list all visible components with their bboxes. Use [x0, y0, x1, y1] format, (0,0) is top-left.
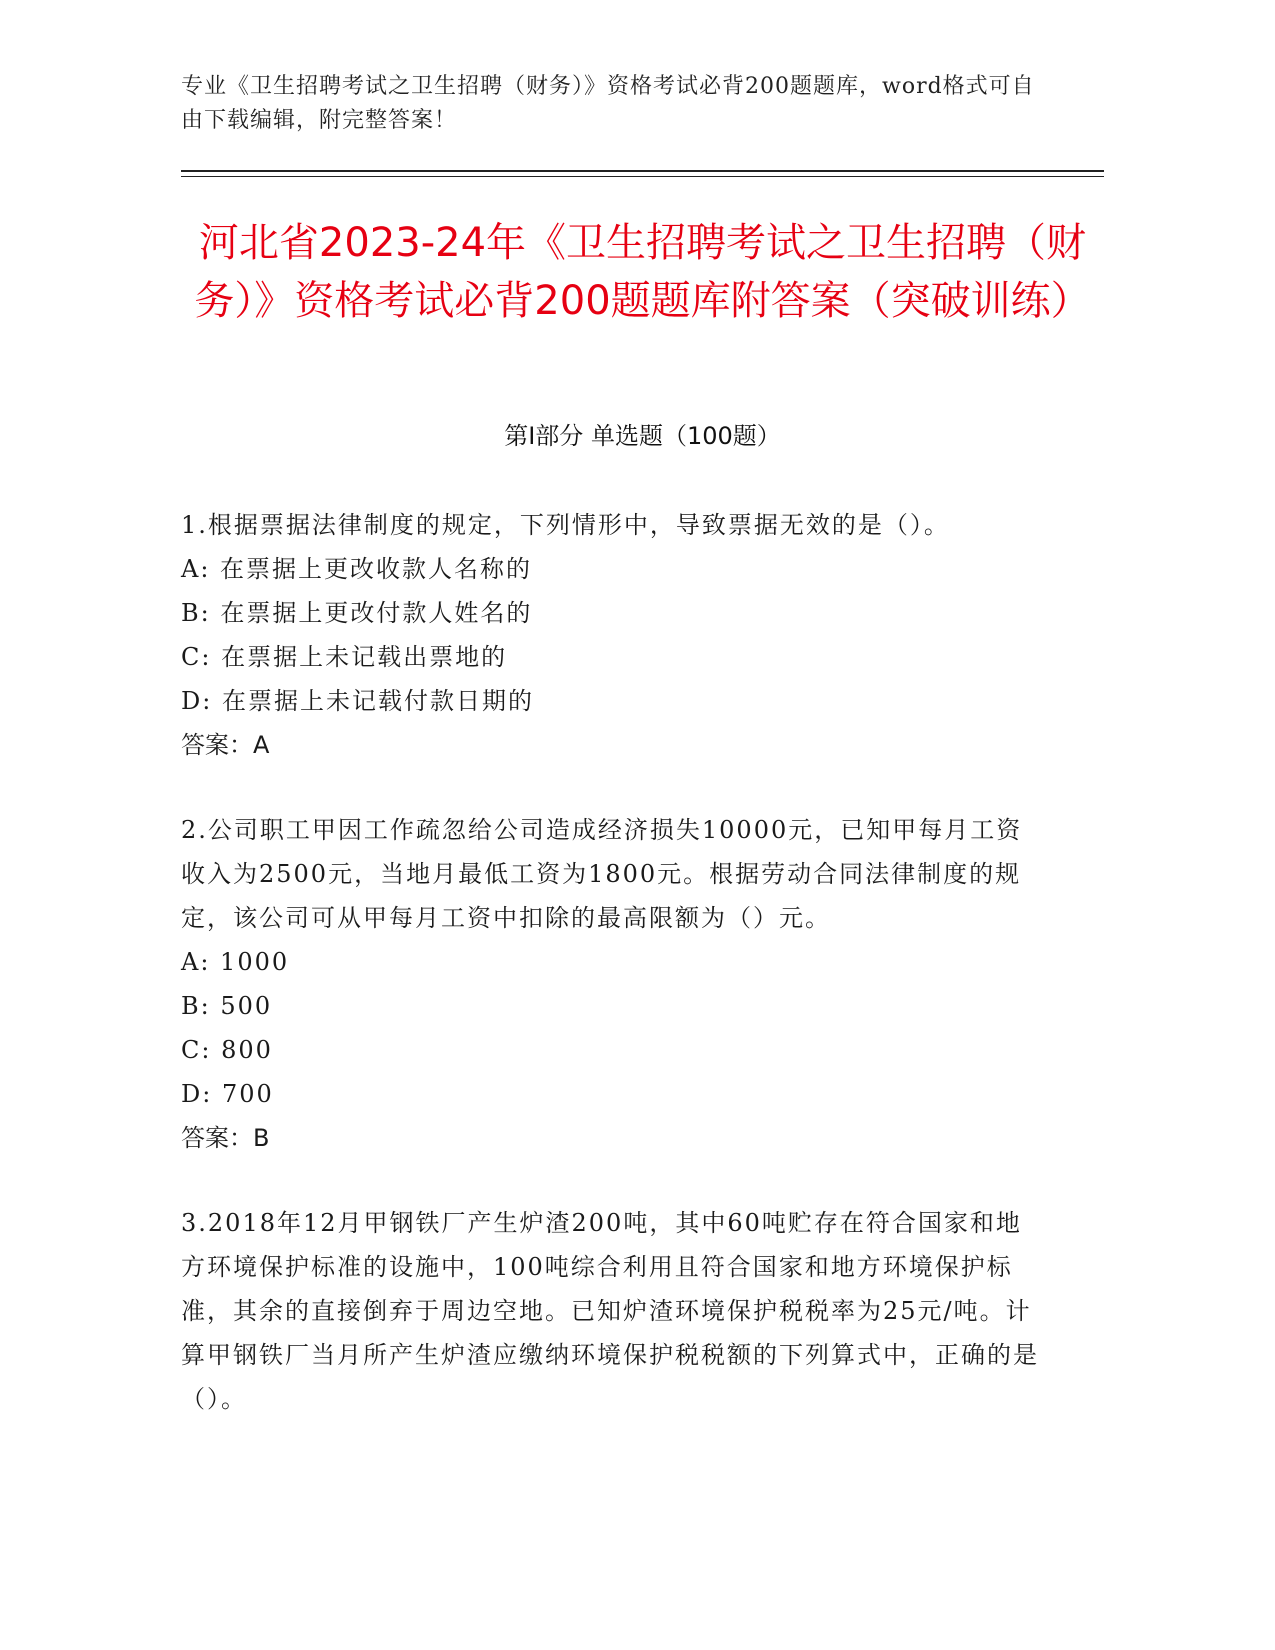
- section-title: 第I部分 单选题（100题）: [504, 422, 781, 450]
- question-list: [181, 503, 1041, 1462]
- question-stem: 1.根据票据法律制度的规定，下列情形中，导致票据无效的是（）。: [181, 511, 950, 539]
- option-c: C: 在票据上未记载出票地的: [181, 643, 508, 671]
- header-divider-thick: [181, 170, 1104, 172]
- question-stem: 2.公司职工甲因工作疏忽给公司造成经济损失10000元，已知甲每月工资收入为2500元，当地月最低工资为1800元。根据劳动合同法律制度的规定，该公司可从甲每月工资中扣除的最高限额为（）元。: [181, 816, 1023, 932]
- option-a: A: 在票据上更改收款人名称的: [181, 555, 533, 583]
- option-b: B: 在票据上更改付款人姓名的: [181, 599, 533, 627]
- document-title: 河北省2023-24年《卫生招聘考试之卫生招聘（财务）》资格考试必背200题题库附答案（突破训练）: [194, 220, 1091, 324]
- option-d: D: 700: [181, 1080, 274, 1108]
- option-b: B: 500: [181, 992, 273, 1020]
- question-3: [181, 1201, 1041, 1421]
- question-1: [181, 503, 1041, 767]
- option-a: A: 1000: [181, 948, 290, 976]
- option-c: C: 800: [181, 1036, 273, 1064]
- option-d: D: 在票据上未记载付款日期的: [181, 687, 534, 715]
- header-note: 专业《卫生招聘考试之卫生招聘（财务）》资格考试必背200题题库，word格式可自由下载编辑，附完整答案！: [181, 74, 1035, 133]
- question-2: [181, 808, 1041, 1160]
- answer: 答案：B: [181, 1124, 270, 1152]
- question-stem: 3.2018年12月甲钢铁厂产生炉渣200吨，其中60吨贮存在符合国家和地方环境保护标准的设施中，100吨综合利用且符合国家和地方环境保护标准，其余的直接倒弃于周边空地。已知炉渣环境保护税税率为25元/吨。计算甲钢铁厂当月所产生炉渣应缴纳环境保护税税额的下列算式中，正确的是（）。: [181, 1209, 1039, 1413]
- answer: 答案：A: [181, 731, 270, 759]
- header-divider-thin: [181, 176, 1104, 177]
